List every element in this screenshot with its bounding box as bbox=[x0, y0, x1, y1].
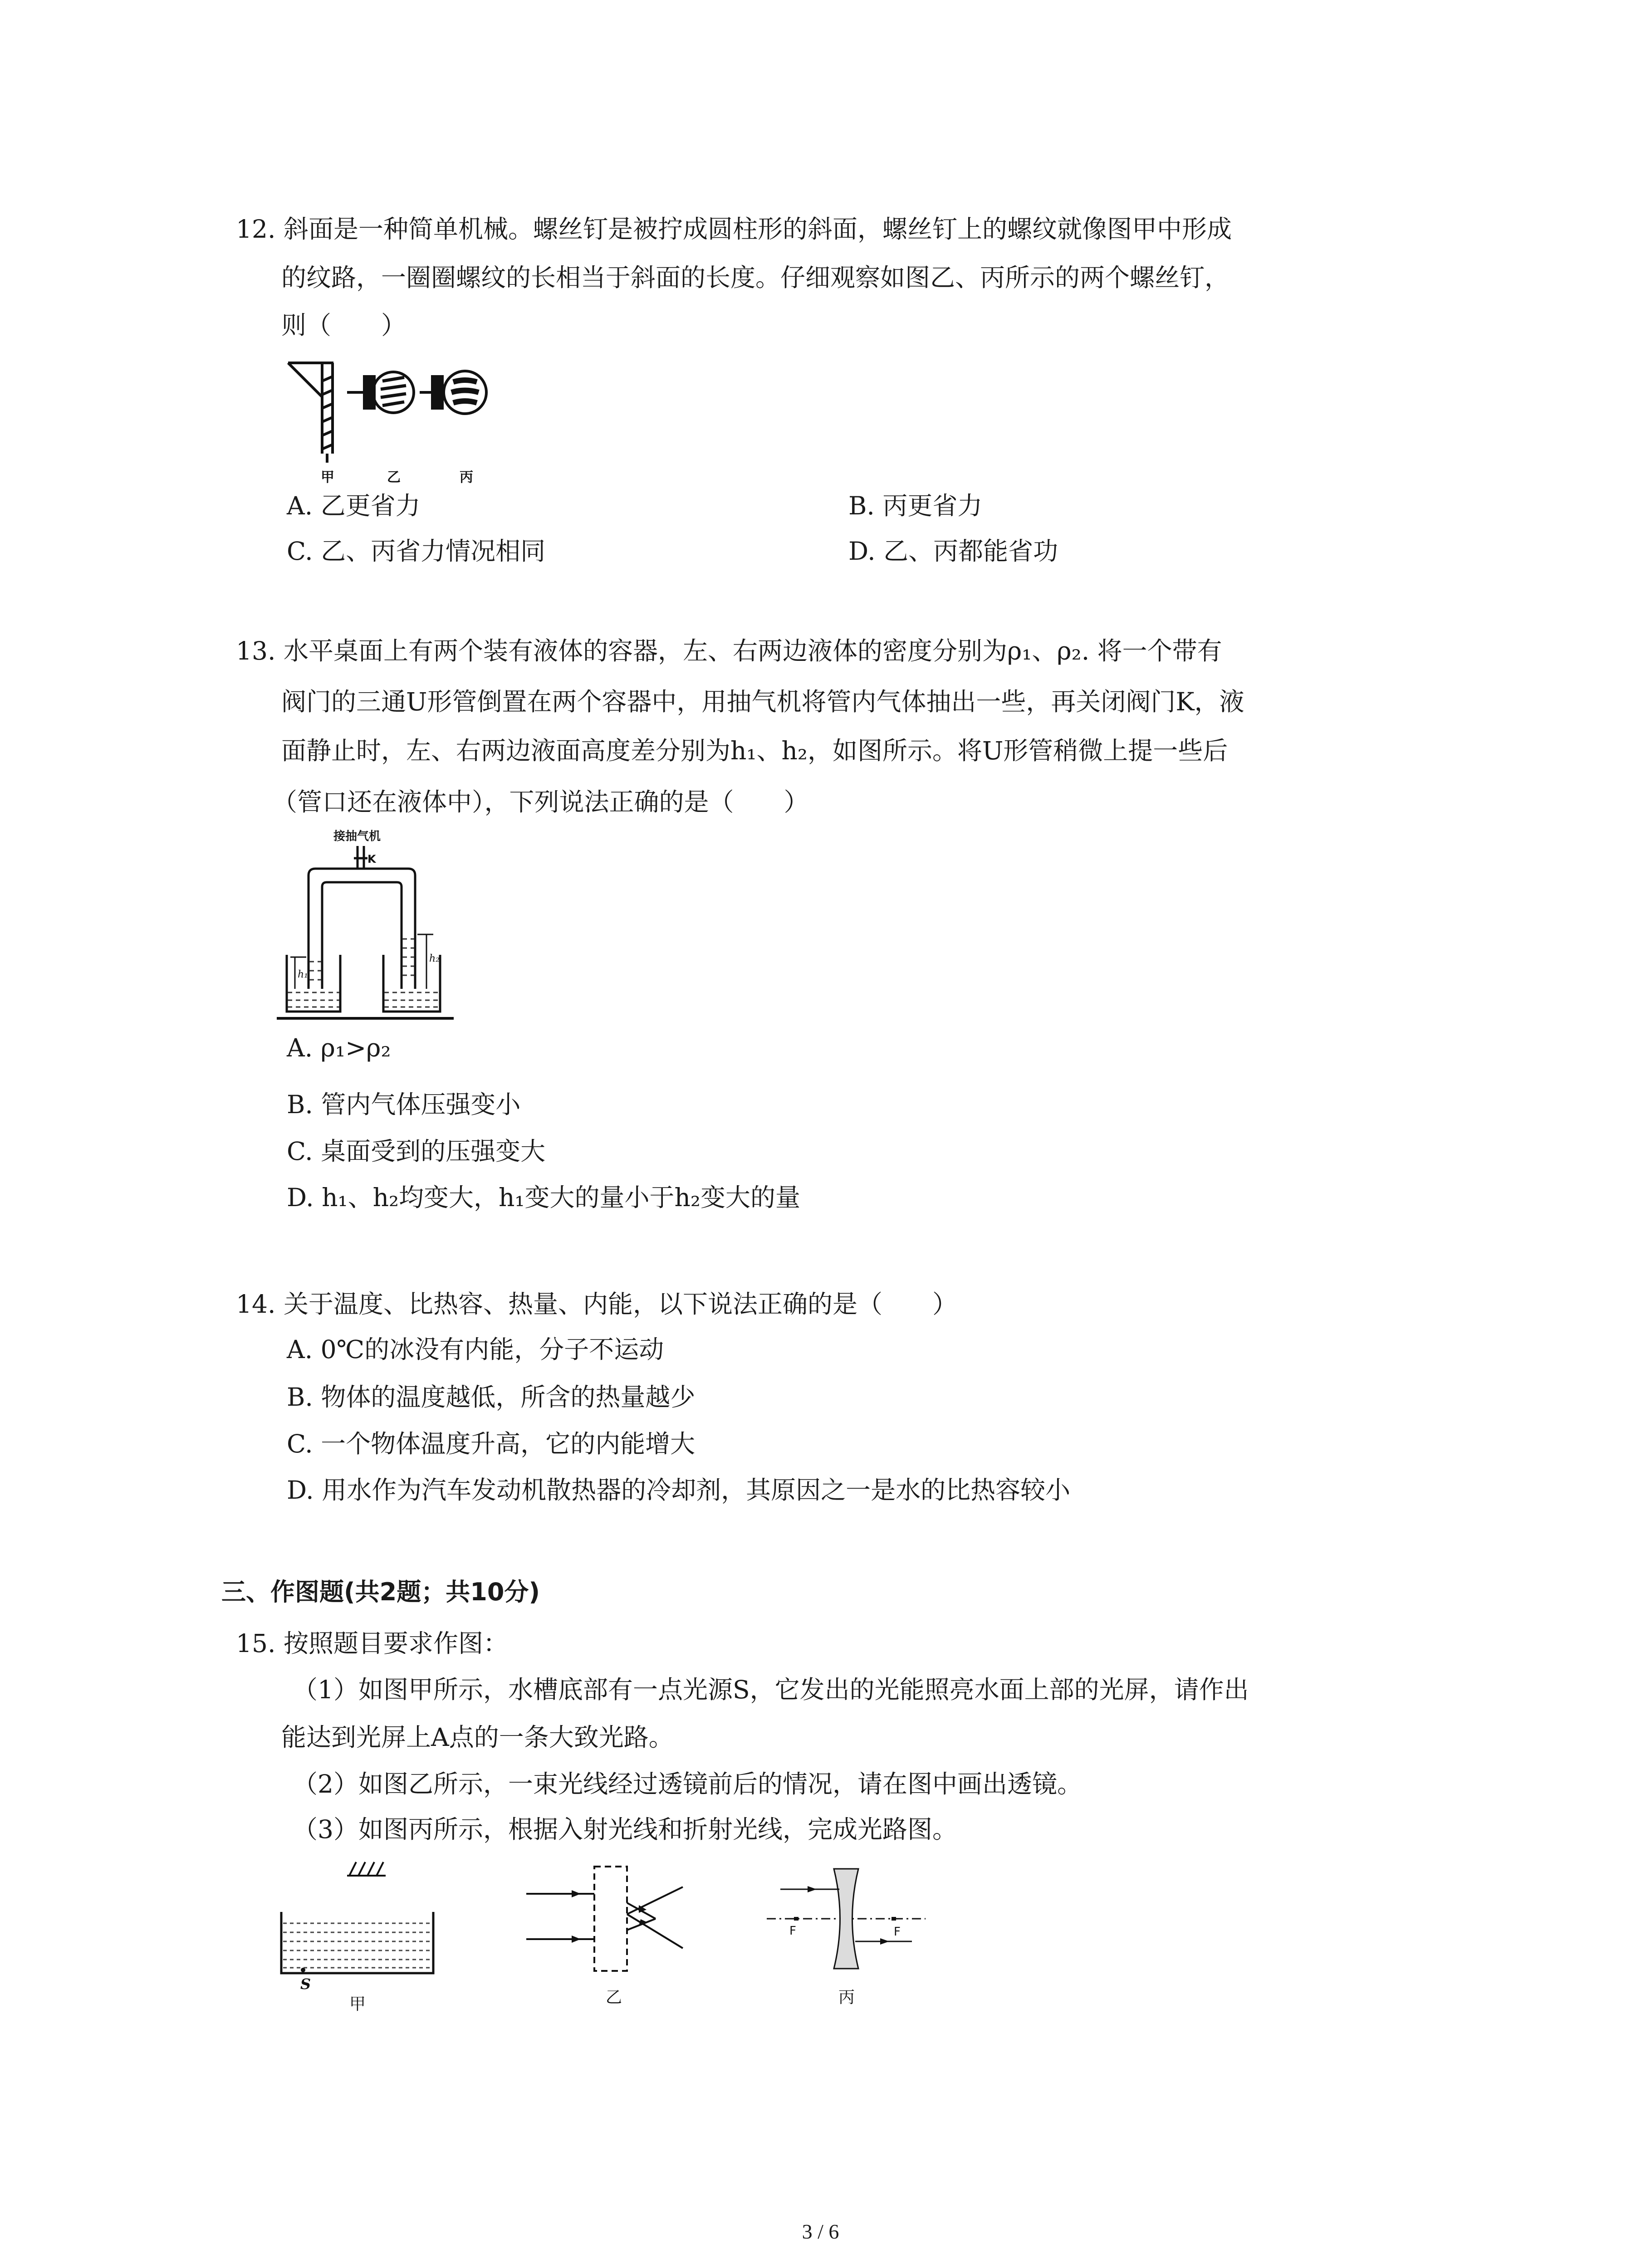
q12-option-c[interactable]: C. 乙、丙省力情况相同 bbox=[287, 537, 546, 566]
fig-label-jia: 甲 bbox=[321, 469, 334, 485]
fig-label-yi: 乙 bbox=[387, 469, 401, 485]
q13-option-a[interactable]: A. ρ₁>ρ₂ bbox=[287, 1033, 391, 1062]
q15-figure-jia bbox=[272, 1857, 458, 2012]
q14-line-1: 14. 关于温度、比热容、热量、内能，以下说法正确的是（ ） bbox=[236, 1290, 957, 1319]
q13-option-c[interactable]: C. 桌面受到的压强变大 bbox=[287, 1137, 546, 1166]
q12-option-b[interactable]: B. 丙更省力 bbox=[848, 491, 983, 520]
section-3-heading: 三、作图题(共2题；共10分) bbox=[221, 1578, 540, 1606]
fig-label-bing: 丙 bbox=[460, 469, 473, 485]
screw-bing-drawing bbox=[420, 371, 486, 414]
caption-bing: 丙 bbox=[838, 1988, 855, 2007]
valve-label: K bbox=[367, 853, 376, 865]
q15-sub3: （3）如图丙所示，根据入射光线和折射光线，完成光路图。 bbox=[293, 1815, 957, 1844]
h2-label: h₂ bbox=[429, 953, 440, 964]
q15-sub1-line-2: 能达到光屏上A点的一条大致光路。 bbox=[281, 1723, 674, 1752]
q12-screw-figure bbox=[279, 349, 515, 485]
q15-figure-bing bbox=[762, 1862, 935, 2012]
q13-option-d[interactable]: D. h₁、h₂均变大，h₁变大的量小于h₂变大的量 bbox=[287, 1183, 800, 1212]
q12-option-a[interactable]: A. 乙更省力 bbox=[287, 491, 421, 520]
q14-option-c[interactable]: C. 一个物体温度升高，它的内能增大 bbox=[287, 1429, 696, 1458]
screw-jia-drawing bbox=[288, 363, 333, 463]
q14-option-d[interactable]: D. 用水作为汽车发动机散热器的冷却剂，其原因之一是水的比热容较小 bbox=[287, 1476, 1071, 1505]
q15-sub1-line-1: （1）如图甲所示，水槽底部有一点光源S，它发出的光能照亮水面上部的光屏，请作出 bbox=[293, 1675, 1249, 1704]
page-number: 3 / 6 bbox=[802, 2220, 839, 2243]
caption-yi: 乙 bbox=[606, 1988, 622, 2007]
q12-line-2: 的纹路，一圈圈螺纹的长相当于斜面的长度。仔细观察如图乙、丙所示的两个螺丝钉， bbox=[281, 263, 1230, 292]
focus-right-label: F bbox=[894, 1925, 901, 1939]
q13-option-b[interactable]: B. 管内气体压强变小 bbox=[287, 1090, 521, 1119]
q13-line-2: 阀门的三通U形管倒置在两个容器中，用抽气机将管内气体抽出一些，再关闭阀门K，液 bbox=[281, 687, 1244, 716]
caption-jia: 甲 bbox=[349, 1995, 366, 2012]
q14-option-b[interactable]: B. 物体的温度越低，所含的热量越少 bbox=[287, 1383, 696, 1412]
q15-sub2: （2）如图乙所示，一束光线经过透镜前后的情况，请在图中画出透镜。 bbox=[293, 1769, 1082, 1799]
focus-left-label: F bbox=[789, 1924, 796, 1938]
source-s-label: S bbox=[300, 1975, 311, 1993]
q13-line-3: 面静止时，左、右两边液面高度差分别为h₁、h₂，如图所示。将U形管稍微上提一些后 bbox=[281, 736, 1228, 765]
q15-figure-yi bbox=[522, 1862, 712, 2012]
q13-u-tube-figure bbox=[277, 826, 454, 1027]
q12-line-1: 12. 斜面是一种简单机械。螺丝钉是被拧成圆柱形的斜面，螺丝钉上的螺纹就像图甲中形成 bbox=[236, 215, 1232, 244]
pump-label: 接抽气机 bbox=[333, 830, 381, 843]
q12-line-3: 则（ ） bbox=[281, 311, 407, 340]
q14-option-a[interactable]: A. 0℃的冰没有内能，分子不运动 bbox=[287, 1335, 664, 1364]
q13-line-1: 13. 水平桌面上有两个装有液体的容器，左、右两边液体的密度分别为ρ₁、ρ₂. 将一个带有 bbox=[236, 636, 1222, 665]
h1-label: h₁ bbox=[298, 969, 308, 980]
screw-yi-drawing bbox=[347, 372, 414, 413]
q12-option-d[interactable]: D. 乙、丙都能省功 bbox=[848, 537, 1058, 566]
q13-line-4: （管口还在液体中），下列说法正确的是（ ） bbox=[272, 787, 809, 816]
q15-line-1: 15. 按照题目要求作图： bbox=[236, 1629, 508, 1658]
